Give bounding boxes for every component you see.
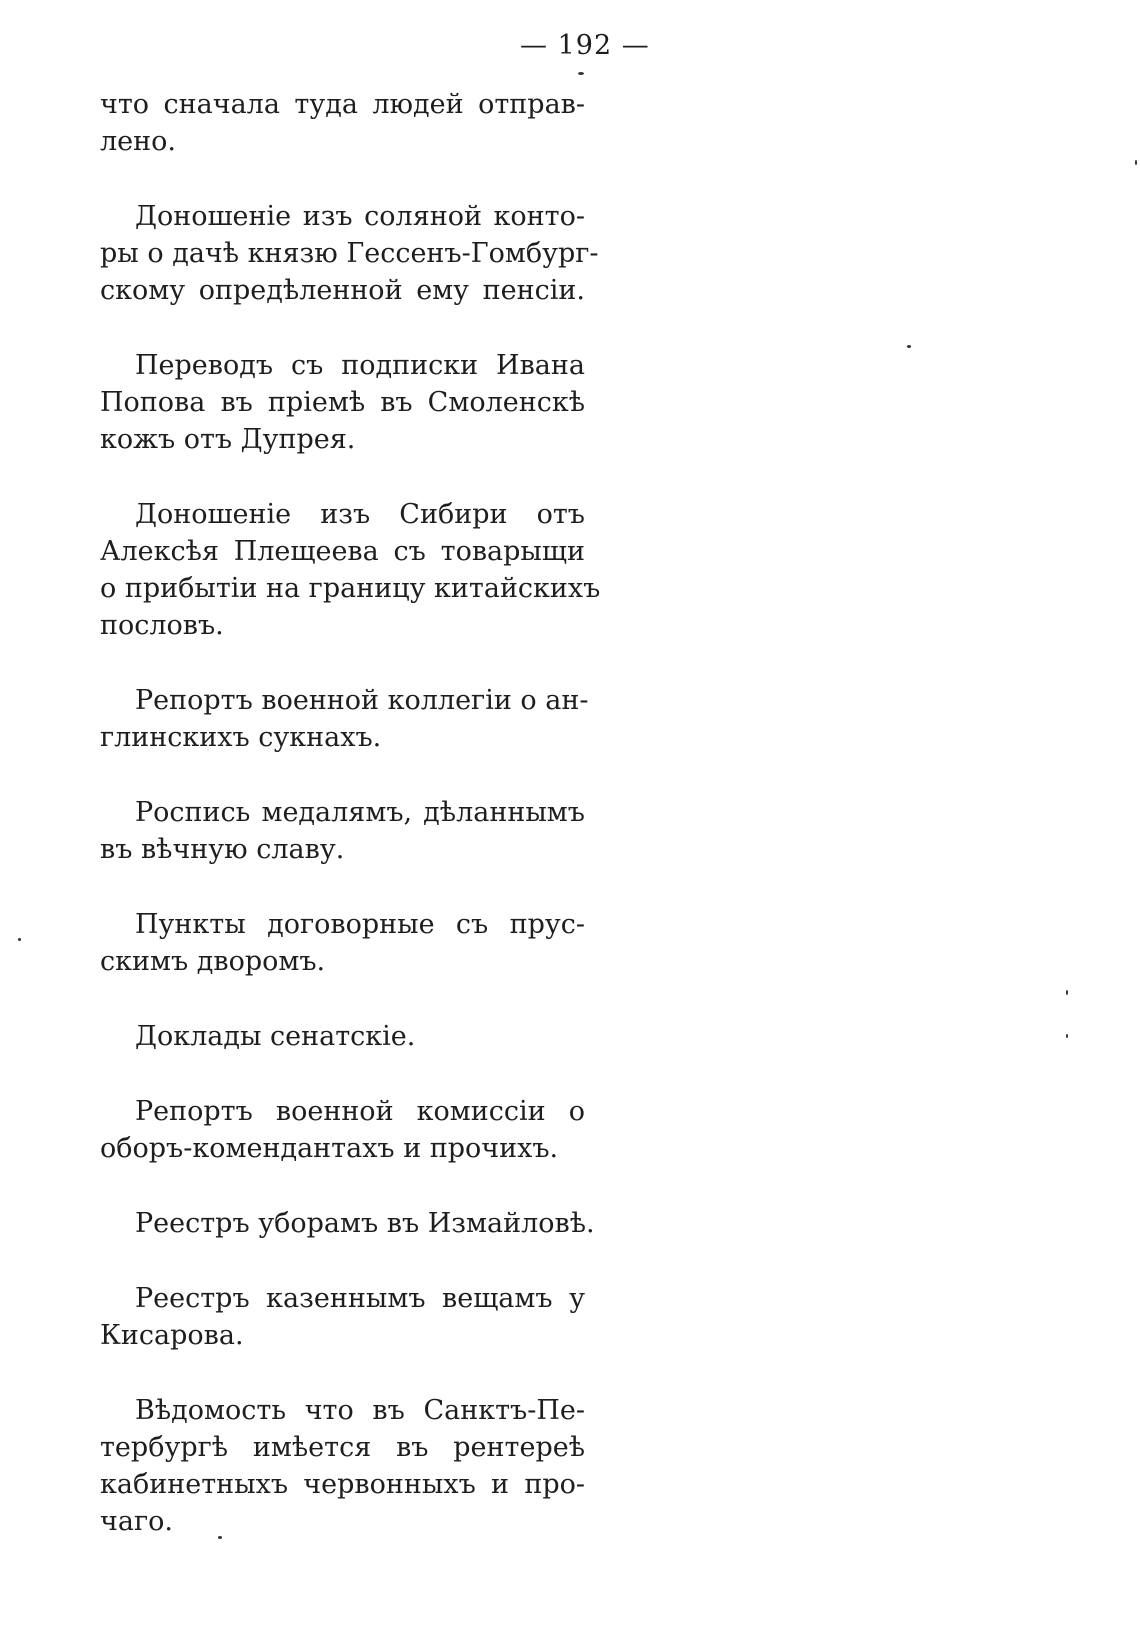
scan-speck (578, 72, 584, 75)
entry-item (100, 1280, 585, 1354)
entry-line: кабинетныхъ червонныхъ и про- (100, 1469, 585, 1500)
entry-line: Репортъ военной комиссіи о (135, 1096, 585, 1127)
entry-line: глинскихъ сукнахъ. (100, 722, 382, 753)
entry-line: Кисарова. (100, 1320, 244, 1351)
entry-item (100, 794, 585, 868)
entry-line: тербургѣ имѣется въ рентереѣ (100, 1432, 585, 1463)
entry-line: Доклады сенатскіе. (135, 1021, 416, 1052)
entry-line: скому опредѣленной ему пенсіи. (100, 275, 585, 306)
page-number: — 192 — (520, 30, 650, 61)
scan-speck (1066, 990, 1068, 995)
scan-speck (218, 1536, 222, 1539)
entry-item (100, 86, 585, 160)
entry-line: что сначала туда людей отправ- (100, 89, 585, 120)
entry-line: Переводъ съ подписки Ивана (135, 350, 585, 381)
entry-line: чаго. (100, 1506, 173, 1537)
entry-line: Репортъ военной коллегіи о ан- (135, 685, 589, 716)
entry-line: Реестръ казеннымъ вещамъ у (135, 1283, 585, 1314)
entry-line: въ вѣчную славу. (100, 834, 345, 865)
entry-line: Реестръ уборамъ въ Измайловѣ. (135, 1208, 595, 1239)
entry-item (100, 1205, 595, 1242)
scan-speck (1135, 160, 1137, 165)
entry-line: Вѣдомость что въ Санктъ-Пе- (135, 1395, 585, 1426)
entry-item (100, 347, 585, 458)
scan-speck (18, 938, 21, 941)
entry-item (100, 682, 589, 756)
entry-item (100, 1093, 585, 1167)
entry-line: Доношеніе изъ соляной конто- (135, 201, 585, 232)
entry-line: Алексѣя Плещеева съ товарыщи (100, 536, 585, 567)
scan-speck (907, 345, 911, 348)
entry-line: ры о дачѣ князю Гессенъ-Гомбург- (100, 238, 599, 269)
scan-speck (1066, 1034, 1068, 1038)
document-body (100, 86, 601, 1578)
entry-item (100, 906, 585, 980)
entry-item (100, 1018, 585, 1055)
entry-line: Роспись медалямъ, дѣланнымъ (135, 797, 585, 828)
entry-line: скимъ дворомъ. (100, 946, 326, 977)
entry-line: оборъ-комендантахъ и прочихъ. (100, 1133, 559, 1164)
entry-line: Попова въ пріемѣ въ Смоленскѣ (100, 387, 585, 418)
entry-item (100, 496, 601, 644)
entry-line: о прибытіи на границу китайскихъ (100, 573, 601, 604)
entry-line: пословъ. (100, 610, 224, 641)
entry-line: Пункты договорные съ прус- (135, 909, 585, 940)
entry-item (100, 198, 599, 309)
entry-line: лено. (100, 126, 176, 157)
entry-line: Доношеніе изъ Сибири отъ (135, 499, 585, 530)
entry-item (100, 1392, 585, 1540)
entry-line: кожъ отъ Дупрея. (100, 424, 356, 455)
